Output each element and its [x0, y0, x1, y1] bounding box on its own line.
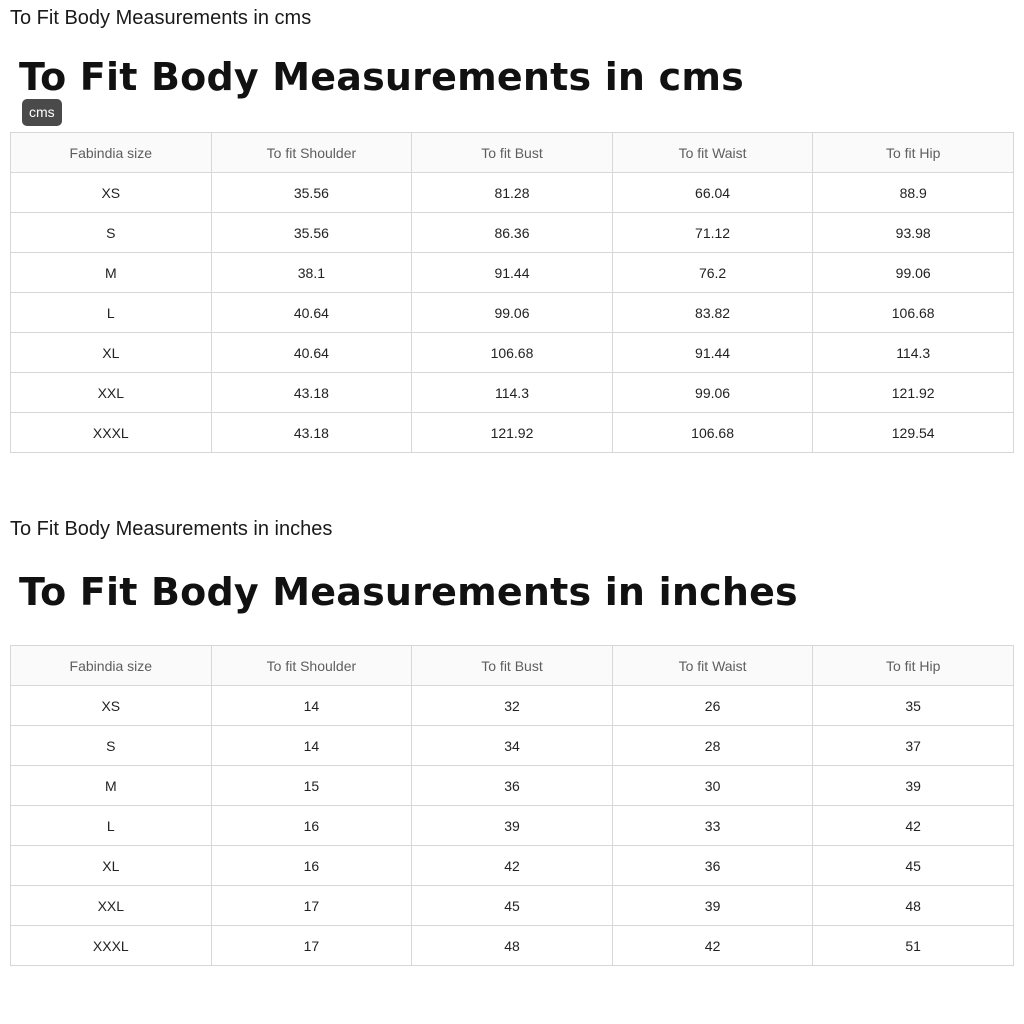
- cell-size: XXXL: [11, 413, 212, 453]
- cell-hip: 88.9: [813, 173, 1014, 213]
- table-row: [11, 686, 1014, 726]
- table-row: [11, 926, 1014, 966]
- cell-waist: 39: [612, 886, 813, 926]
- column-header-bust: To fit Bust: [412, 133, 613, 173]
- inches-caption: To Fit Body Measurements in inches: [10, 518, 333, 540]
- cell-hip: 51: [813, 926, 1014, 966]
- table-row: [11, 213, 1014, 253]
- cell-shoulder: 43.18: [211, 373, 412, 413]
- cell-shoulder: 14: [211, 686, 412, 726]
- cell-shoulder: 17: [211, 886, 412, 926]
- cell-bust: 114.3: [412, 373, 613, 413]
- cell-hip: 45: [813, 846, 1014, 886]
- cell-bust: 34: [412, 726, 613, 766]
- cell-bust: 121.92: [412, 413, 613, 453]
- cell-hip: 93.98: [813, 213, 1014, 253]
- cell-size: S: [11, 213, 212, 253]
- table-row: [11, 846, 1014, 886]
- cell-waist: 30: [612, 766, 813, 806]
- cell-waist: 33: [612, 806, 813, 846]
- column-header-hip: To fit Hip: [813, 133, 1014, 173]
- column-header-shoulder: To fit Shoulder: [211, 646, 412, 686]
- cell-size: M: [11, 253, 212, 293]
- cell-waist: 28: [612, 726, 813, 766]
- cell-hip: 99.06: [813, 253, 1014, 293]
- cell-shoulder: 16: [211, 846, 412, 886]
- cms-tooltip: cms: [22, 99, 62, 126]
- cell-hip: 114.3: [813, 333, 1014, 373]
- cell-size: M: [11, 766, 212, 806]
- table-header-row: [11, 133, 1014, 173]
- cell-waist: 76.2: [612, 253, 813, 293]
- cell-waist: 91.44: [612, 333, 813, 373]
- column-header-shoulder: To fit Shoulder: [211, 133, 412, 173]
- cell-shoulder: 38.1: [211, 253, 412, 293]
- column-header-bust: To fit Bust: [412, 646, 613, 686]
- table-header-row: [11, 646, 1014, 686]
- cell-size: L: [11, 293, 212, 333]
- cell-bust: 99.06: [412, 293, 613, 333]
- column-header-size: Fabindia size: [11, 646, 212, 686]
- inches-size-table: [10, 645, 1014, 966]
- table-row: [11, 413, 1014, 453]
- cell-bust: 48: [412, 926, 613, 966]
- table-row: [11, 253, 1014, 293]
- cell-waist: 71.12: [612, 213, 813, 253]
- cell-size: XXL: [11, 886, 212, 926]
- cell-bust: 45: [412, 886, 613, 926]
- cell-size: XS: [11, 173, 212, 213]
- cell-size: S: [11, 726, 212, 766]
- cell-size: XL: [11, 333, 212, 373]
- column-header-waist: To fit Waist: [612, 646, 813, 686]
- cms-caption: To Fit Body Measurements in cms: [10, 7, 312, 29]
- cell-waist: 36: [612, 846, 813, 886]
- cell-waist: 106.68: [612, 413, 813, 453]
- cell-size: XL: [11, 846, 212, 886]
- cell-bust: 42: [412, 846, 613, 886]
- cell-bust: 32: [412, 686, 613, 726]
- table-row: [11, 886, 1014, 926]
- table-row: [11, 766, 1014, 806]
- cell-bust: 81.28: [412, 173, 613, 213]
- column-header-hip: To fit Hip: [813, 646, 1014, 686]
- cell-waist: 99.06: [612, 373, 813, 413]
- cell-hip: 129.54: [813, 413, 1014, 453]
- inches-heading: To Fit Body Measurements in inches: [19, 570, 798, 614]
- table-row: [11, 173, 1014, 213]
- cell-waist: 26: [612, 686, 813, 726]
- cell-waist: 42: [612, 926, 813, 966]
- table-row: [11, 293, 1014, 333]
- cell-hip: 121.92: [813, 373, 1014, 413]
- cell-waist: 66.04: [612, 173, 813, 213]
- table-row: [11, 333, 1014, 373]
- cell-shoulder: 14: [211, 726, 412, 766]
- table-row: [11, 726, 1014, 766]
- cell-size: XXL: [11, 373, 212, 413]
- cell-shoulder: 16: [211, 806, 412, 846]
- cell-hip: 35: [813, 686, 1014, 726]
- cell-bust: 91.44: [412, 253, 613, 293]
- cell-bust: 106.68: [412, 333, 613, 373]
- cell-hip: 48: [813, 886, 1014, 926]
- cell-size: XS: [11, 686, 212, 726]
- cms-size-table: [10, 132, 1014, 453]
- cell-bust: 86.36: [412, 213, 613, 253]
- table-row: [11, 806, 1014, 846]
- cell-shoulder: 35.56: [211, 213, 412, 253]
- cell-bust: 36: [412, 766, 613, 806]
- cell-shoulder: 40.64: [211, 293, 412, 333]
- table-row: [11, 373, 1014, 413]
- cell-shoulder: 40.64: [211, 333, 412, 373]
- cell-shoulder: 17: [211, 926, 412, 966]
- cell-hip: 42: [813, 806, 1014, 846]
- cell-size: L: [11, 806, 212, 846]
- cms-heading: To Fit Body Measurements in cms: [19, 55, 744, 99]
- cell-waist: 83.82: [612, 293, 813, 333]
- cell-hip: 37: [813, 726, 1014, 766]
- column-header-waist: To fit Waist: [612, 133, 813, 173]
- cell-shoulder: 35.56: [211, 173, 412, 213]
- cell-hip: 39: [813, 766, 1014, 806]
- cell-shoulder: 15: [211, 766, 412, 806]
- column-header-size: Fabindia size: [11, 133, 212, 173]
- cell-shoulder: 43.18: [211, 413, 412, 453]
- cell-bust: 39: [412, 806, 613, 846]
- cell-hip: 106.68: [813, 293, 1014, 333]
- cell-size: XXXL: [11, 926, 212, 966]
